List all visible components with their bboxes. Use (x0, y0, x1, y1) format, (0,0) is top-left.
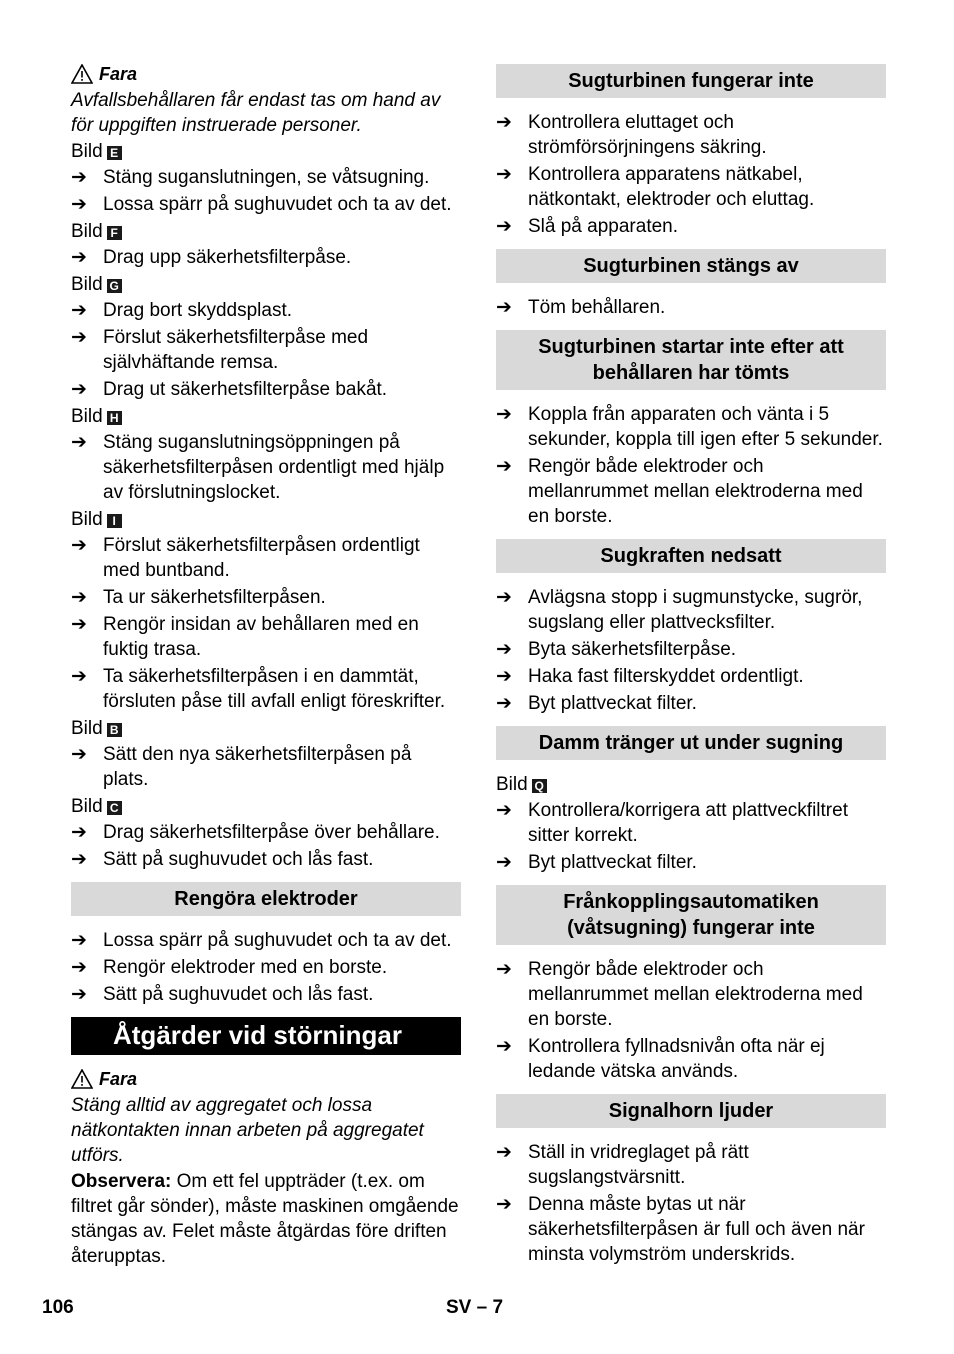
section-header: Sugkraften nedsatt (496, 539, 886, 573)
right-arrow-icon: ➔ (496, 852, 512, 873)
step-text: Avlägsna stopp i sugmunstycke, sugrör, sugslang eller plattvecksfilter. (528, 587, 863, 633)
warning-title (71, 60, 461, 88)
step-list (71, 245, 461, 270)
figure-label: Bild (71, 221, 103, 242)
right-arrow-icon: ➔ (496, 1036, 512, 1057)
list-item (71, 377, 461, 402)
step-text: Kontrollera apparatens nätkabel, nätkontakt, elektroder och eluttag. (528, 164, 815, 210)
step-text: Lossa spärr på sughuvudet och ta av det. (103, 194, 452, 215)
step-list (71, 430, 461, 505)
right-arrow-icon: ➔ (496, 456, 512, 477)
list-item (71, 298, 461, 323)
step-text: Ta säkerhetsfilterpåsen i en dammtät, försluten påse till avfall enligt föreskrifter. (103, 666, 446, 712)
figure-letter-badge: I (107, 514, 122, 528)
step-text: Sätt på sughuvudet och lås fast. (103, 849, 374, 870)
figure-reference (71, 507, 461, 532)
warning-label: Fara (99, 1068, 138, 1089)
figure-label: Bild (71, 796, 103, 817)
right-arrow-icon: ➔ (71, 957, 87, 978)
right-arrow-icon: ➔ (71, 744, 87, 765)
right-arrow-icon: ➔ (71, 432, 87, 453)
list-item (496, 1192, 886, 1267)
list-item (71, 982, 461, 1007)
step-text: Förslut säkerhetsfilterpåsen ordentligt med buntband. (103, 535, 420, 581)
right-arrow-icon: ➔ (71, 849, 87, 870)
step-text: Stäng suganslutningen, se våtsugning. (103, 167, 430, 188)
figure-reference (71, 716, 461, 741)
list-item (71, 165, 461, 190)
right-arrow-icon: ➔ (496, 404, 512, 425)
figure-label: Bild (71, 718, 103, 739)
list-item (71, 928, 461, 953)
list-item (71, 820, 461, 845)
step-text: Rengör både elektroder och mellanrummet mellan elektroderna med en borste. (528, 456, 863, 527)
section-page: SV – 7 (446, 1297, 504, 1318)
list-item (496, 162, 886, 212)
section-header: Damm tränger ut under sugning (496, 726, 886, 760)
figure-label: Bild (71, 141, 103, 162)
step-text: Sätt på sughuvudet och lås fast. (103, 984, 374, 1005)
note-paragraph (71, 1169, 461, 1269)
list-item (496, 585, 886, 635)
right-arrow-icon: ➔ (71, 194, 87, 215)
step-text: Slå på apparaten. (528, 216, 679, 237)
list-item (496, 691, 886, 716)
figure-reference (71, 219, 461, 244)
list-item (71, 533, 461, 583)
right-arrow-icon: ➔ (71, 666, 87, 687)
step-list (496, 798, 886, 875)
right-arrow-icon: ➔ (71, 822, 87, 843)
step-list (496, 585, 886, 716)
list-item (496, 850, 886, 875)
right-arrow-icon: ➔ (496, 587, 512, 608)
right-arrow-icon: ➔ (71, 614, 87, 635)
figure-reference (71, 272, 461, 297)
figure-label: Bild (496, 774, 528, 795)
warning-triangle-icon (71, 64, 93, 84)
section-header: Sugturbinen fungerar inte (496, 64, 886, 98)
figure-letter-badge: G (107, 279, 122, 293)
step-text: Rengör insidan av behållaren med en fuktig trasa. (103, 614, 419, 660)
figure-letter-badge: Q (532, 779, 547, 793)
list-item (496, 454, 886, 529)
list-item (71, 325, 461, 375)
right-arrow-icon: ➔ (496, 164, 512, 185)
step-list (71, 742, 461, 792)
step-text: Drag säkerhetsfilterpåse över behållare. (103, 822, 440, 843)
list-item (71, 847, 461, 872)
note-label: Observera: (71, 1171, 172, 1192)
step-list (496, 957, 886, 1084)
instruction-groups (71, 139, 461, 872)
figure-letter-badge: B (107, 723, 122, 737)
step-text: Ta ur säkerhetsfilterpåsen. (103, 587, 326, 608)
step-text: Kontrollera fyllnadsnivån ofta när ej ledande vätska används. (528, 1036, 825, 1082)
figure-letter-badge: E (107, 146, 122, 160)
figure-reference (496, 772, 886, 797)
list-item (496, 402, 886, 452)
note-text: Om ett fel uppträder (t.ex. om filtret går sönder), måste maskinen omgående stängas av. Felet måste åtgärdas före driften återupptas. (71, 1171, 459, 1267)
list-item (71, 585, 461, 610)
section-header: Frånkopplingsautomatiken (våtsugning) fungerar inte (496, 885, 886, 945)
warning-text-2: Stäng alltid av aggregatet och lossa nätkontakten innan arbeten på aggregatet utförs. (71, 1095, 424, 1166)
step-list (71, 533, 461, 714)
figure-reference (71, 404, 461, 429)
list-item (496, 664, 886, 689)
step-text: Denna måste bytas ut när säkerhetsfilterpåsen är full och även när minsta volymström underskrids. (528, 1194, 865, 1265)
step-text: Byt plattveckat filter. (528, 693, 697, 714)
step-list (496, 402, 886, 529)
step-text: Koppla från apparaten och vänta i 5 sekunder, koppla till igen efter 5 sekunder. (528, 404, 883, 450)
right-arrow-icon: ➔ (71, 930, 87, 951)
step-text: Drag bort skyddsplast. (103, 300, 293, 321)
step-text: Töm behållaren. (528, 297, 666, 318)
list-item (71, 612, 461, 662)
step-list (71, 298, 461, 402)
right-arrow-icon: ➔ (496, 112, 512, 133)
step-list (496, 295, 886, 320)
list-item (496, 637, 886, 662)
step-text: Stäng suganslutningsöppningen på säkerhetsfilterpåsen ordentligt med hjälp av förslutningslocket. (103, 432, 445, 503)
figure-letter-badge: H (107, 411, 122, 425)
figure-letter-badge: C (107, 801, 122, 815)
step-text: Kontrollera/korrigera att plattveckfiltret sitter korrekt. (528, 800, 848, 846)
list-item (71, 664, 461, 714)
list-item (71, 955, 461, 980)
left-column (71, 60, 461, 1270)
step-text: Kontrollera eluttaget och strömförsörjningens säkring. (528, 112, 767, 158)
list-item (71, 742, 461, 792)
list-item (496, 1034, 886, 1084)
step-text: Byta säkerhetsfilterpåse. (528, 639, 737, 660)
right-column (496, 60, 886, 1269)
section-header-electrodes: Rengöra elektroder (71, 882, 461, 916)
step-text: Haka fast filterskyddet ordentligt. (528, 666, 804, 687)
step-text: Byt plattveckat filter. (528, 852, 697, 873)
right-arrow-icon: ➔ (496, 1194, 512, 1215)
section-header: Sugturbinen stängs av (496, 249, 886, 283)
main-heading: Åtgärder vid störningar (71, 1017, 461, 1055)
list-item (71, 245, 461, 270)
step-list (496, 1140, 886, 1267)
figure-reference (71, 139, 461, 164)
step-list (496, 110, 886, 239)
step-text: Drag upp säkerhetsfilterpåse. (103, 247, 352, 268)
figure-letter-badge: F (107, 226, 122, 240)
warning-label: Fara (99, 63, 138, 84)
right-arrow-icon: ➔ (71, 379, 87, 400)
electrode-steps (71, 928, 461, 1007)
right-arrow-icon: ➔ (71, 327, 87, 348)
right-arrow-icon: ➔ (496, 800, 512, 821)
list-item (71, 192, 461, 217)
section-header: Sugturbinen startar inte efter att behållaren har tömts (496, 330, 886, 390)
warning-title-2 (71, 1065, 461, 1093)
step-text: Drag ut säkerhetsfilterpåse bakåt. (103, 379, 388, 400)
list-item (71, 430, 461, 505)
page-number: 106 (42, 1297, 74, 1318)
figure-label: Bild (71, 509, 103, 530)
right-arrow-icon: ➔ (496, 1142, 512, 1163)
right-arrow-icon: ➔ (496, 297, 512, 318)
figure-label: Bild (71, 274, 103, 295)
right-arrow-icon: ➔ (71, 167, 87, 188)
figure-label: Bild (71, 406, 103, 427)
warning-text: Avfallsbehållaren får endast tas om hand av för uppgiften instruerade personer. (71, 90, 441, 136)
list-item (496, 295, 886, 320)
step-list (71, 820, 461, 872)
right-arrow-icon: ➔ (496, 959, 512, 980)
step-text: Rengör både elektroder och mellanrummet mellan elektroderna med en borste. (528, 959, 863, 1030)
section-header: Signalhorn ljuder (496, 1094, 886, 1128)
right-arrow-icon: ➔ (496, 693, 512, 714)
right-arrow-icon: ➔ (496, 666, 512, 687)
step-list (71, 165, 461, 217)
warning-triangle-icon (71, 1069, 93, 1089)
list-item (496, 214, 886, 239)
right-arrow-icon: ➔ (71, 535, 87, 556)
right-arrow-icon: ➔ (71, 587, 87, 608)
step-text: Lossa spärr på sughuvudet och ta av det. (103, 930, 452, 951)
right-arrow-icon: ➔ (71, 300, 87, 321)
right-arrow-icon: ➔ (71, 984, 87, 1005)
list-item (496, 1140, 886, 1190)
step-text: Rengör elektroder med en borste. (103, 957, 388, 978)
figure-reference (71, 794, 461, 819)
step-text: Ställ in vridreglaget på rätt sugslangstvärsnitt. (528, 1142, 749, 1188)
right-arrow-icon: ➔ (71, 247, 87, 268)
step-text: Sätt den nya säkerhetsfilterpåsen på plats. (103, 744, 412, 790)
list-item (496, 798, 886, 848)
list-item (496, 957, 886, 1032)
right-arrow-icon: ➔ (496, 216, 512, 237)
step-text: Förslut säkerhetsfilterpåse med självhäftande remsa. (103, 327, 369, 373)
list-item (496, 110, 886, 160)
right-arrow-icon: ➔ (496, 639, 512, 660)
